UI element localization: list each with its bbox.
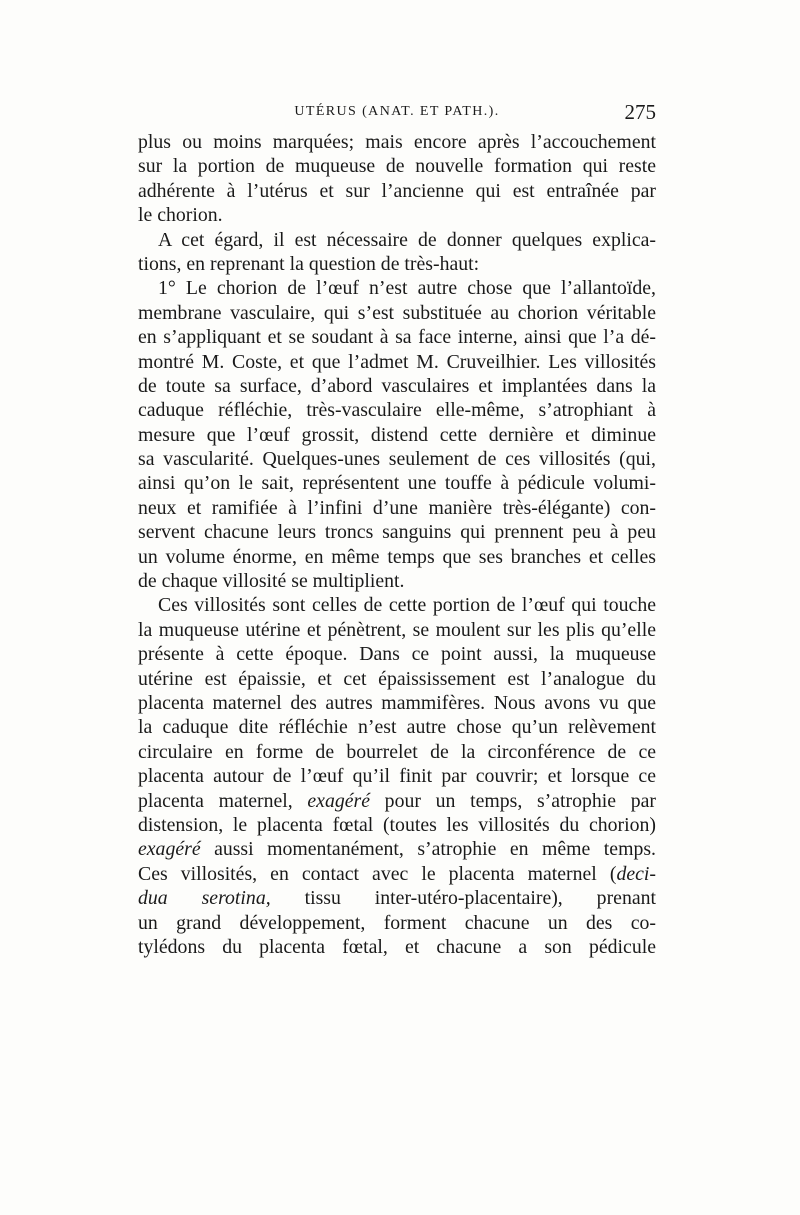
text-line xyxy=(138,789,656,813)
text-line: tions, en reprenant la question de très-haut: xyxy=(138,252,480,275)
text-line: placenta autour de l’œuf qu’il finit par couvrir; et lorsque ce xyxy=(138,765,656,788)
text-line: un grand développement, forment chacune un des co- xyxy=(138,911,656,934)
text-line xyxy=(138,886,656,910)
text-run: aussi momentanément, s’atrophie en même temps. xyxy=(200,838,656,861)
italic-text: exagéré xyxy=(307,789,370,812)
text-line: utérine est épaissie, et cet épaississement est l’analogue du xyxy=(138,667,656,690)
text-line: sa vascularité. Quelques-unes seulement de ces villosités (qui, xyxy=(138,448,656,471)
text-line: distension, le placenta fœtal (toutes les villosités du chorion) xyxy=(138,813,656,836)
text-line: plus ou moins marquées; mais encore après l’accouchement xyxy=(138,131,656,153)
text-line: placenta maternel des autres mammifères. Nous avons vu que xyxy=(138,691,656,714)
page-number: 275 xyxy=(624,100,656,124)
paragraph-start-line: 1° Le chorion de l’œuf n’est autre chose que l’allantoïde, xyxy=(158,277,656,300)
text-line: de toute sa surface, d’abord vasculaires et implantées dans la xyxy=(138,374,656,397)
running-head xyxy=(138,99,656,125)
text-run: pour un temps, s’atrophie par xyxy=(370,789,656,812)
text-line: membrane vasculaire, qui s’est substituée au chorion véritable xyxy=(138,301,656,324)
text-line: la muqueuse utérine et pénètrent, se moulent sur les plis qu’elle xyxy=(138,618,656,641)
text-line: servent chacune leurs troncs sanguins qui prennent peu à peu xyxy=(138,521,656,544)
text-line: caduque réfléchie, très-vasculaire elle-même, s’atrophiant à xyxy=(138,399,656,422)
text-line: de chaque villosité se multiplient. xyxy=(138,570,405,593)
text-line: la caduque dite réfléchie n’est autre chose qu’un relèvement xyxy=(138,716,656,739)
italic-text: dua serotina, xyxy=(138,887,271,910)
italic-text: deci- xyxy=(616,862,656,885)
text-line: le chorion. xyxy=(138,204,223,227)
text-line: mesure que l’œuf grossit, distend cette dernière et diminue xyxy=(138,423,656,446)
paragraph-start-line: A cet égard, il est nécessaire de donner quelques explica- xyxy=(158,228,656,251)
text-line: neux et ramifiée à l’infini d’une manière très-élégante) con- xyxy=(138,496,656,519)
text-line: sur la portion de muqueuse de nouvelle formation qui reste xyxy=(138,155,656,178)
text-line: tylédons du placenta fœtal, et chacune a son pédicule xyxy=(138,935,656,958)
text-line: en s’appliquant et se soudant à sa face interne, ainsi que l’a dé- xyxy=(138,326,656,349)
italic-text: exagéré xyxy=(138,838,201,861)
text-line: un volume énorme, en même temps que ses branches et celles xyxy=(138,545,656,568)
text-run: tissu inter-utéro-placentaire), prenant xyxy=(270,887,656,910)
text-run: placenta maternel, xyxy=(138,789,308,812)
text-line xyxy=(138,837,656,861)
text-line: circulaire en forme de bourrelet de la circonférence de ce xyxy=(138,740,656,763)
text-line: présente à cette époque. Dans ce point aussi, la muqueuse xyxy=(138,643,656,666)
text-line: adhérente à l’utérus et sur l’ancienne qui est entraînée par xyxy=(138,179,656,202)
text-run: Ces villosités, en contact avec le placenta maternel ( xyxy=(138,862,617,885)
paragraph-start-line: Ces villosités sont celles de cette portion de l’œuf qui touche xyxy=(158,594,656,617)
text-line: ainsi qu’on le sait, représentent une touffe à pédicule volumi- xyxy=(138,472,656,495)
text-line xyxy=(138,862,656,886)
text-line: montré M. Coste, et que l’admet M. Cruveilhier. Les villosités xyxy=(138,350,656,373)
body-text xyxy=(138,130,656,959)
running-title: UTÉRUS (ANAT. ET PATH.). xyxy=(294,104,500,119)
